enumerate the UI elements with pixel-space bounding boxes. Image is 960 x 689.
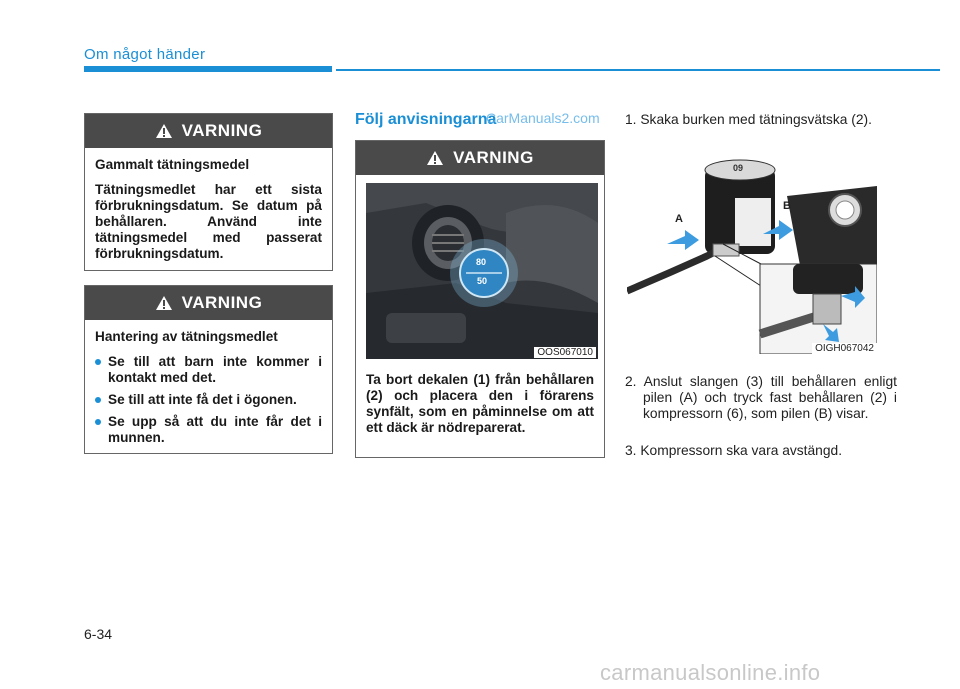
watermark-top: CarManuals2.com: [486, 110, 600, 126]
page-number: 6-34: [84, 626, 113, 642]
warning-heading: VARNING: [181, 293, 263, 312]
step-3: 3. Kompressorn ska vara avstängd.: [625, 443, 843, 458]
warning-box-old-sealant: [84, 113, 333, 271]
warning-header: [356, 141, 604, 175]
image-code: OIGH067042: [812, 343, 877, 354]
warning-text: Tätningsmedlet har ett sista förbrukningsdatum. Se datum på behållaren. Använd inte tätningsmedel med passerat förbrukningsdatum.: [95, 182, 322, 261]
section-title: Om något händer: [84, 46, 206, 63]
label-b: B: [783, 200, 791, 212]
warning-triangle-icon: [155, 295, 173, 311]
header-rule-thick: [84, 66, 332, 72]
warning-triangle-icon: [155, 123, 173, 139]
warning-subtitle: Gammalt tätningsmedel: [95, 157, 250, 172]
warning-header: [85, 286, 332, 320]
bullet-icon: [95, 397, 101, 403]
list-item: Se till att barn inte kommer i kontakt med det.: [95, 354, 322, 386]
warning-triangle-icon: [426, 150, 444, 166]
bullet-list: [95, 354, 322, 446]
image-code: OOS067010: [534, 347, 596, 358]
list-item: Se upp så att du inte får det i munnen.: [95, 414, 322, 446]
can-label: 09: [733, 163, 744, 173]
warning-heading: VARNING: [181, 121, 263, 140]
list-item: Se till att inte få det i ögonen.: [95, 392, 322, 408]
warning-header: [85, 114, 332, 148]
dashboard-photo: [366, 183, 598, 359]
badge-top-value: 80: [476, 257, 487, 267]
instructions-text: Ta bort dekalen (1) från behållaren (2) och placera den i förarens synfält, som en påminnelse om att ett däck är nödreparerat.: [366, 372, 594, 435]
badge-bottom-value: 50: [477, 276, 488, 286]
warning-box-handling: [84, 285, 333, 454]
step-1: 1. Skaka burken med tätningsvätska (2).: [625, 112, 872, 127]
warning-box-instructions: [355, 140, 605, 458]
label-a: A: [675, 213, 683, 225]
bullet-icon: [95, 419, 101, 425]
bullet-icon: [95, 359, 101, 365]
warning-subtitle: Hantering av tätningsmedlet: [95, 329, 278, 344]
watermark-bottom: carmanualsonline.info: [600, 660, 821, 685]
header-rule-thin: [336, 69, 940, 71]
step-2: 2. Anslut slangen (3) till behållaren enligt pilen (A) och tryck fast behållaren (2) i kompressorn (6), som pilen (B) visar.: [625, 374, 897, 421]
warning-heading: VARNING: [453, 148, 534, 167]
compressor-figure: [627, 156, 877, 354]
instructions-title: Följ anvisningarna: [355, 111, 497, 128]
